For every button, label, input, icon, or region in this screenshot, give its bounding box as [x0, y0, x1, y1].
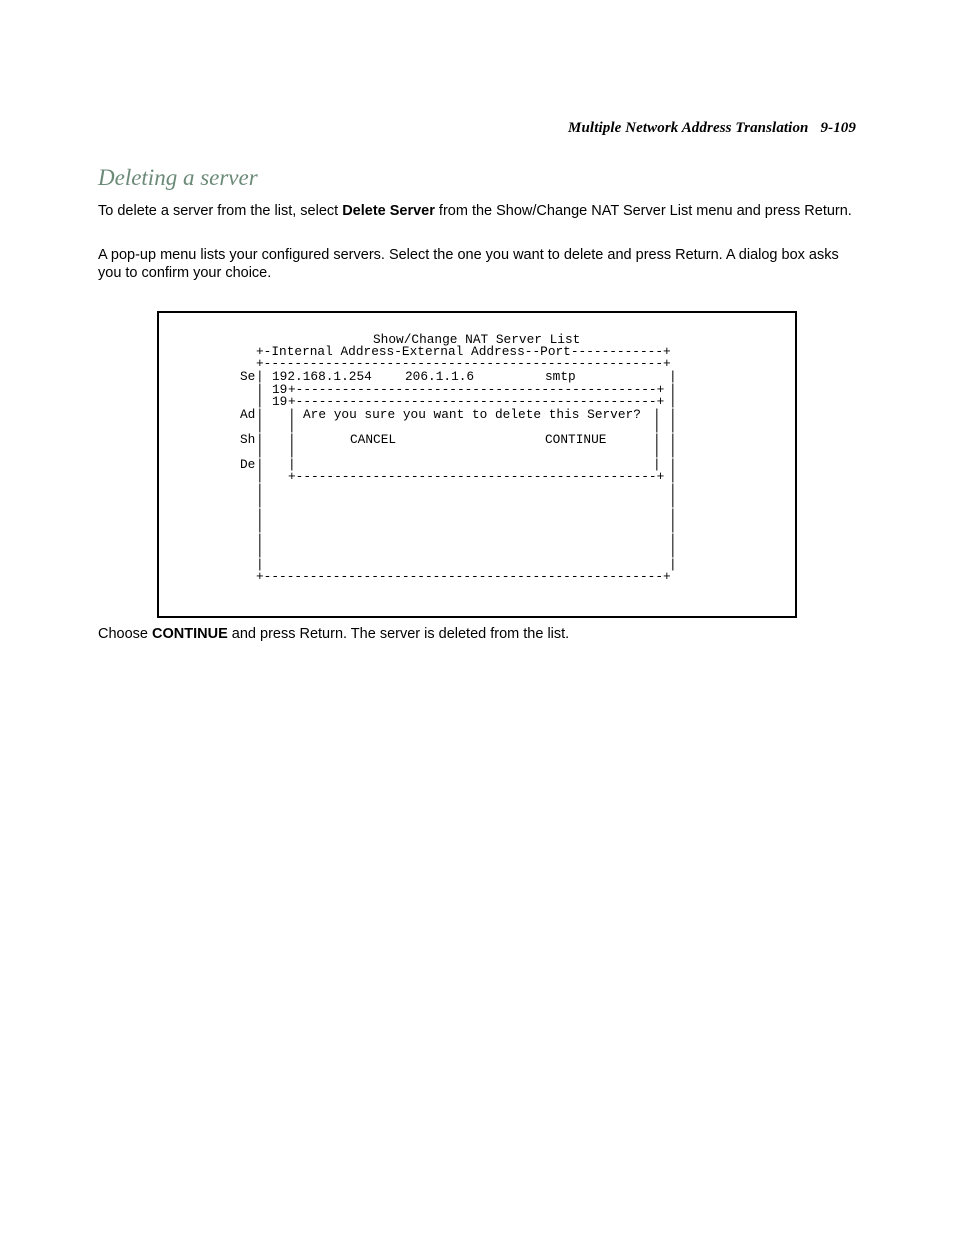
- list-left-border-12: |: [256, 507, 264, 522]
- dialog-right-border: |: [653, 407, 661, 422]
- list-left-border: |: [256, 369, 264, 384]
- page-number: 9-109: [820, 120, 856, 136]
- list-left-border-4: |: [256, 407, 264, 422]
- dialog-left-border-5: |: [288, 457, 296, 472]
- terminal-screen-figure: [157, 311, 797, 618]
- list-left-border-6: |: [256, 432, 264, 447]
- list-right-border-3: |: [669, 394, 677, 409]
- list-right-border-4: |: [669, 407, 677, 422]
- screen-title: Show/Change NAT Server List: [373, 332, 581, 347]
- menu-item-delete[interactable]: De: [240, 457, 256, 472]
- server-row-2-prefix: 19: [272, 382, 288, 397]
- list-right-border-6: |: [669, 432, 677, 447]
- running-header: [568, 120, 856, 137]
- list-left-border-3: |: [256, 394, 264, 409]
- cancel-button[interactable]: CANCEL: [350, 432, 397, 447]
- list-top-rule: +----------------------------------------------------+: [256, 356, 671, 371]
- dialog-left-border-3: |: [288, 432, 296, 447]
- list-right-border-7: |: [669, 444, 677, 459]
- dialog-left-border: |: [288, 407, 296, 422]
- paragraph-continue-instructions: [98, 625, 860, 643]
- list-right-border-9: |: [669, 469, 677, 484]
- paragraph-delete-instructions: [98, 202, 860, 220]
- chapter-title: Multiple Network Address Translation: [568, 120, 809, 136]
- dialog-right-border-3: |: [653, 432, 661, 447]
- dialog-left-border-4: |: [288, 444, 296, 459]
- list-right-border-5: |: [669, 419, 677, 434]
- list-right-border-16: |: [669, 557, 677, 572]
- p3-text-before: Choose: [98, 626, 153, 642]
- list-left-border-7: |: [256, 444, 264, 459]
- menu-item-add[interactable]: Ad: [240, 407, 256, 422]
- list-left-border-11: |: [256, 494, 264, 509]
- server-row-3-prefix: 19: [272, 394, 288, 409]
- list-left-border-14: |: [256, 532, 264, 547]
- continue-term: CONTINUE: [152, 626, 228, 642]
- dialog-right-border-5: |: [653, 457, 661, 472]
- list-right-border-15: |: [669, 544, 677, 559]
- list-left-border-2: |: [256, 382, 264, 397]
- menu-item-show[interactable]: Sh: [240, 432, 256, 447]
- list-bottom-rule: +----------------------------------------------------+: [256, 569, 671, 584]
- dialog-right-border-2: |: [653, 419, 661, 434]
- list-right-border-14: |: [669, 532, 677, 547]
- list-left-border-5: |: [256, 419, 264, 434]
- list-left-border-10: |: [256, 482, 264, 497]
- list-right-border: |: [669, 369, 677, 384]
- list-right-border-12: |: [669, 507, 677, 522]
- section-heading: Deleting a server: [98, 165, 258, 190]
- p3-text-after: and press Return. The server is deleted from the list.: [227, 626, 570, 642]
- server-row-internal-address[interactable]: 192.168.1.254: [272, 369, 372, 384]
- list-left-border-8: |: [256, 457, 264, 472]
- dialog-bottom-rule: +-----------------------------------------------+: [288, 469, 665, 484]
- list-right-border-8: |: [669, 457, 677, 472]
- list-right-border-13: |: [669, 519, 677, 534]
- dialog-top-rule: +-----------------------------------------------+: [288, 382, 665, 397]
- delete-server-term: Delete Server: [342, 203, 435, 219]
- paragraph-popup-description: A pop-up menu lists your configured servers. Select the one you want to delete and press Return. A dialog box asks you to confirm your choice.: [98, 247, 839, 281]
- list-right-border-11: |: [669, 494, 677, 509]
- list-right-border-2: |: [669, 382, 677, 397]
- list-left-border-13: |: [256, 519, 264, 534]
- list-left-border-15: |: [256, 544, 264, 559]
- p1-text-after: from the Show/Change NAT Server List menu and press Return.: [434, 203, 852, 219]
- list-column-header: +-Internal Address-External Address--Port------------+: [256, 344, 671, 359]
- menu-item-select[interactable]: Se: [240, 369, 256, 384]
- dialog-top-rule-2: +-----------------------------------------------+: [288, 394, 665, 409]
- dialog-question: Are you sure you want to delete this Server?: [303, 407, 641, 422]
- p1-text-before: To delete a server from the list, select: [98, 203, 343, 219]
- server-row-port[interactable]: smtp: [545, 369, 576, 384]
- list-left-border-16: |: [256, 557, 264, 572]
- dialog-left-border-2: |: [288, 419, 296, 434]
- dialog-right-border-4: |: [653, 444, 661, 459]
- list-right-border-10: |: [669, 482, 677, 497]
- server-row-external-address[interactable]: 206.1.1.6: [405, 369, 475, 384]
- list-left-border-9: |: [256, 469, 264, 484]
- continue-button[interactable]: CONTINUE: [545, 432, 607, 447]
